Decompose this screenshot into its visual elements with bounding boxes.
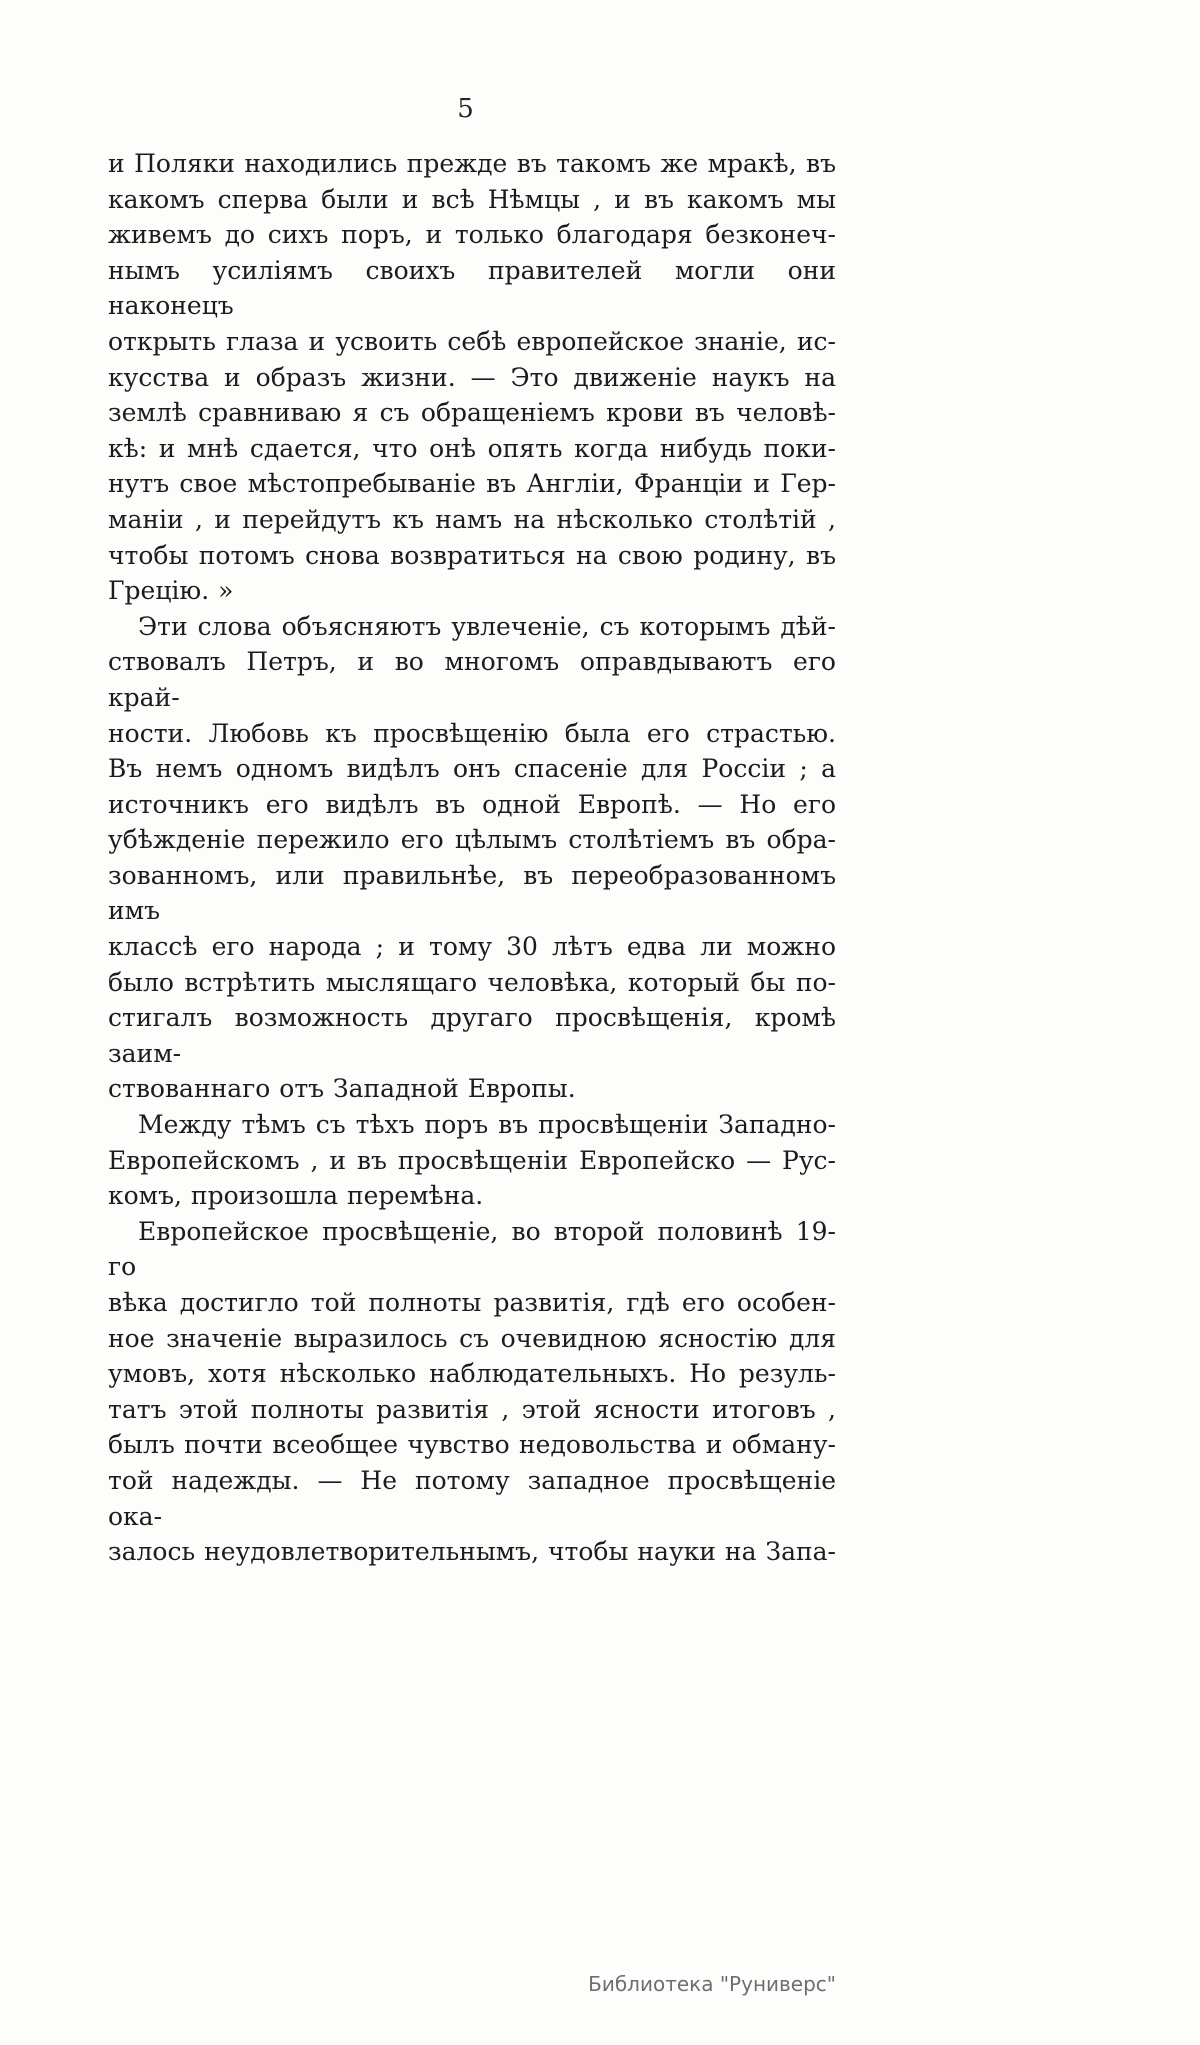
text-line: классѣ его народа ; и тому 30 лѣтъ едва ли можно: [108, 932, 836, 962]
text-line: чтобы потомъ снова возвратиться на свою родину, въ: [108, 540, 836, 570]
text-line: источникъ его видѣлъ въ одной Европѣ. — Но его: [108, 789, 836, 819]
text-line: какомъ сперва были и всѣ Нѣмцы , и въ какомъ мы: [108, 184, 836, 214]
body-text: [108, 146, 836, 1570]
text-line: Грецію. »: [108, 576, 234, 606]
text-line: землѣ сравниваю я съ обращеніемъ крови въ человѣ-: [108, 398, 836, 428]
text-line: комъ, произошла перемѣна.: [108, 1181, 484, 1211]
text-line: стигалъ возможность другаго просвѣщенія, кромѣ заим-: [108, 1003, 836, 1068]
text-line: былъ почти всеобщее чувство недовольства и обману-: [108, 1430, 836, 1460]
text-line: было встрѣтить мыслящаго человѣка, который бы по-: [108, 967, 836, 997]
text-line: вѣка достигло той полноты развитія, гдѣ его особен-: [108, 1288, 836, 1317]
library-credit: Библиотека "Руниверс": [588, 1972, 836, 1996]
text-line: ствованнаго отъ Западной Европы.: [108, 1074, 576, 1104]
text-line: Въ немъ одномъ видѣлъ онъ спасеніе для Россіи ; а: [108, 754, 836, 784]
text-line: маніи , и перейдутъ къ намъ на нѣсколько столѣтій ,: [108, 504, 836, 534]
text-line: нутъ свое мѣстопребываніе въ Англіи, Франціи и Гер-: [108, 469, 836, 499]
text-line: зованномъ, или правильнѣе, въ переобразованномъ имъ: [108, 860, 836, 926]
text-line: Между тѣмъ съ тѣхъ поръ въ просвѣщеніи Западно-: [138, 1110, 836, 1140]
text-line: открыть глаза и усвоить себѣ европейское знаніе, ис-: [108, 326, 836, 356]
text-line: убѣжденіе пережило его цѣлымъ столѣтіемъ въ обра-: [108, 825, 836, 855]
text-line: Эти слова объясняютъ увлеченіе, съ которымъ дѣй-: [138, 611, 836, 641]
text-line: ствовалъ Петръ, и во многомъ оправдываютъ его край-: [108, 647, 836, 712]
text-line: той надежды. — Не потому западное просвѣщеніе ока-: [108, 1465, 836, 1531]
text-line: кѣ: и мнѣ сдается, что онѣ опять когда нибудь поки-: [108, 433, 836, 463]
text-line: Европейскомъ , и въ просвѣщеніи Европейско — Рус-: [108, 1145, 836, 1175]
text-line: залось неудовлетворительнымъ, чтобы науки на Запа-: [108, 1537, 836, 1567]
text-line: умовъ, хотя нѣсколько наблюдательныхъ. Но резуль-: [108, 1359, 836, 1389]
page-number: 5: [457, 94, 475, 124]
text-line: кусства и образъ жизни. — Это движеніе наукъ на: [108, 362, 836, 392]
text-line: ное значеніе выразилось съ очевидною ясностію для: [108, 1323, 836, 1353]
text-line: Европейское просвѣщеніе, во второй половинѣ 19-го: [108, 1216, 836, 1282]
text-line: ности. Любовь къ просвѣщенію была его страстью.: [108, 718, 836, 748]
text-line: живемъ до сихъ поръ, и только благодаря безконеч-: [108, 220, 836, 250]
text-line: нымъ усиліямъ своихъ правителей могли они наконецъ: [108, 255, 836, 321]
text-line: татъ этой полноты развитія , этой ясности итоговъ ,: [108, 1394, 836, 1424]
text-line: и Поляки находились прежде въ такомъ же мракѣ, въ: [108, 149, 836, 178]
